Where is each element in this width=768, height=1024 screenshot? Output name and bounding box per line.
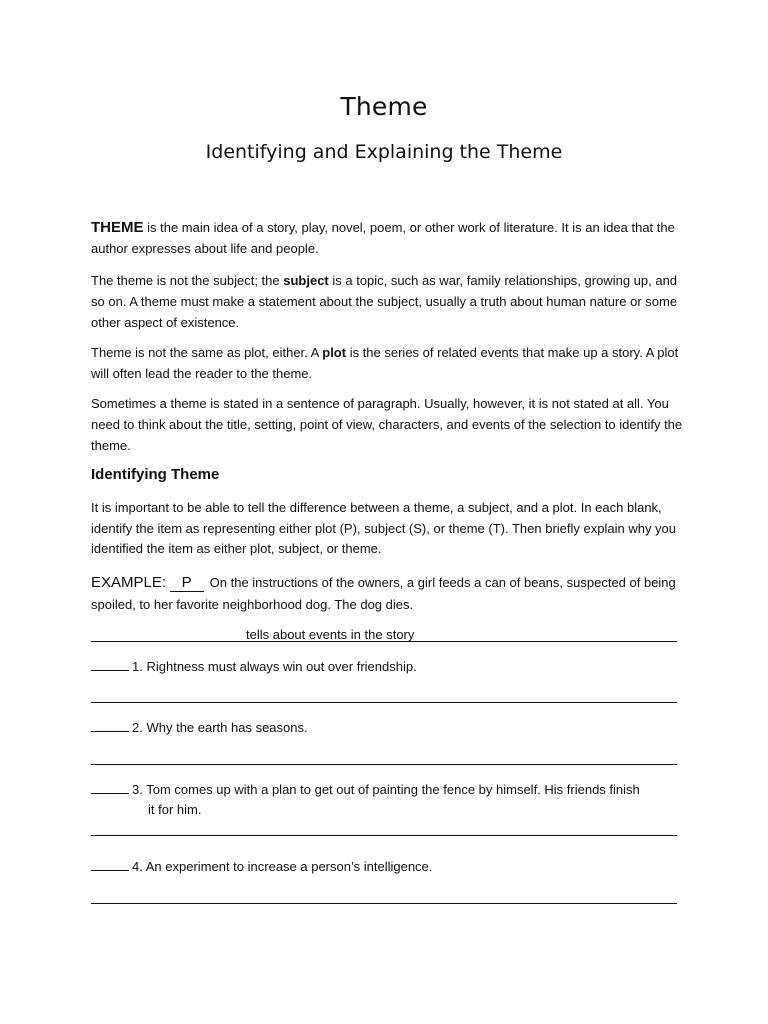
plot-term: plot xyxy=(322,345,347,360)
question-3-number: 3. xyxy=(132,782,143,797)
question-2-text: Why the earth has seasons. xyxy=(146,720,308,735)
theme-definition-text: is the main idea of a story, play, novel, poem, or other work of literature. It is an idea that the author expresses about life and people. xyxy=(91,220,675,256)
question-3 xyxy=(91,780,691,820)
subject-paragraph xyxy=(91,270,691,333)
page-subtitle: Identifying and Explaining the Theme xyxy=(205,141,563,163)
subject-paragraph-start: The theme is not the subject; the xyxy=(91,273,284,288)
subject-term: subject xyxy=(283,273,329,288)
example-paragraph xyxy=(91,572,691,616)
subject-paragraph-end: is a topic, such as war, family relationships, growing up, and so on. A theme must make a statement about the subject, usually a truth about human nature or some other aspect of existence. xyxy=(91,273,678,330)
instructions-paragraph: It is important to be able to tell the difference between a theme, a subject, and a plot. In each blank, identify the item as representing either plot (P), subject (S), or theme (T). Then briefly explain why you identified the item as either plot, subject, or theme. xyxy=(91,500,677,556)
question-2-number: 2. xyxy=(132,720,143,735)
question-3-explanation-line[interactable] xyxy=(91,835,677,836)
question-4-explanation-line[interactable] xyxy=(91,903,677,904)
question-1 xyxy=(91,657,691,677)
question-4 xyxy=(91,857,691,877)
example-explanation: tells about events in the story xyxy=(246,627,415,642)
stated-theme-paragraph: Sometimes a theme is stated in a sentence of paragraph. Usually, however, it is not stated at all. You need to think about the title, setting, point of view, characters, and events of the selection to identify the theme. xyxy=(91,396,683,453)
question-1-answer-blank[interactable] xyxy=(91,657,129,671)
theme-definition xyxy=(91,217,691,259)
page-title: Theme xyxy=(340,92,428,121)
example-answer-blank: P xyxy=(170,575,204,592)
question-3-answer-blank[interactable] xyxy=(91,780,129,794)
question-4-number: 4. xyxy=(132,859,143,874)
example-label: EXAMPLE: xyxy=(91,574,167,591)
question-2-answer-blank[interactable] xyxy=(91,718,129,732)
question-3-text-continued: it for him. xyxy=(148,802,202,817)
plot-paragraph xyxy=(91,342,691,384)
question-3-text: Tom comes up with a plan to get out of painting the fence by himself. His friends finish xyxy=(146,782,640,797)
section-heading: Identifying Theme xyxy=(91,466,220,483)
question-4-text: An experiment to increase a person’s intelligence. xyxy=(145,859,433,874)
question-4-answer-blank[interactable] xyxy=(91,857,129,871)
question-2 xyxy=(91,718,691,738)
theme-term: THEME xyxy=(91,219,144,236)
question-2-explanation-line[interactable] xyxy=(91,764,677,765)
plot-paragraph-end: is the series of related events that make up a story. A plot will often lead the reader to the theme. xyxy=(91,345,679,381)
question-1-text: Rightness must always win out over friendship. xyxy=(146,659,417,674)
plot-paragraph-start: Theme is not the same as plot, either. A xyxy=(91,345,323,360)
example-answer-line xyxy=(91,641,677,642)
example-text: On the instructions of the owners, a girl feeds a can of beans, suspected of being spoiled, to her favorite neighborhood dog. The dog dies. xyxy=(91,575,676,612)
question-1-explanation-line[interactable] xyxy=(91,702,677,703)
question-1-number: 1. xyxy=(132,659,143,674)
